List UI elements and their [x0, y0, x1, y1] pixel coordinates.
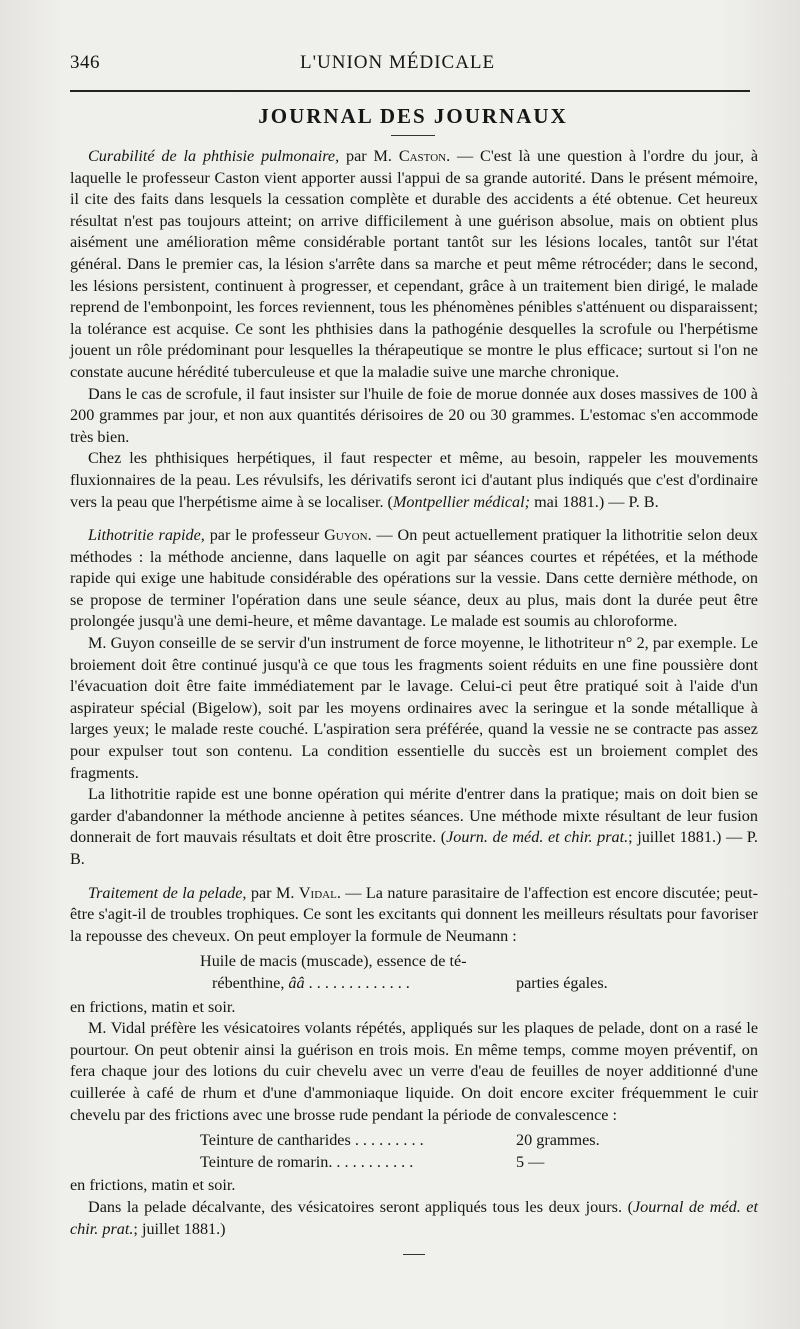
body-text [70, 146, 758, 1255]
article-paragraph: Dans le cas de scrofule, il faut insister sur l'huile de foie de morue donnée aux doses massives de 100 à 200 grammes par jour, et non aux quantités dérisoires de 20 ou 30 grammes. L'estomac s'en accommode très bien. [70, 384, 758, 446]
formula-ingredient: rébenthine, ââ . . . . . . . . . . . . . [212, 973, 410, 992]
article-pelade [70, 883, 758, 1241]
article-paragraph: Dans la pelade décalvante, des vésicatoires seront appliqués tous les deux jours. (Journal de méd. et chir. prat.; juillet 1881.) [70, 1197, 758, 1238]
article-title: Traitement de la pelade, [88, 883, 247, 902]
article-paragraph: La lithotritie rapide est une bonne opération qui mérite d'entrer dans la pratique; mais on doit bien se garder d'abandonner la méthode ancienne à petites séances. Une méthode mixte résultant de leur fusion donnerait de fort mauvais résultats et doit être proscrite. (Journ. de méd. et chir. prat.; juillet 1881.) — P. B. [70, 785, 758, 868]
title-rule [391, 135, 435, 136]
formula-ingredient: Teinture de romarin. . . . . . . . . . . [200, 1152, 414, 1171]
source-citation: Montpellier médical; [392, 492, 531, 511]
source-citation: Journ. de méd. et chir. prat. [446, 828, 629, 847]
article-author: Vidal [298, 883, 337, 902]
header-rule [70, 90, 750, 92]
source-citation: Journal de méd. et chir. prat. [70, 1197, 758, 1238]
formula-ingredient: Teinture de cantharides . . . . . . . . . [200, 1131, 424, 1150]
article-author: Guyon [324, 526, 368, 545]
article-title: Lithotritie rapide, [88, 526, 205, 545]
formula-quantity: 5 — [516, 1152, 545, 1171]
article-paragraph: Lithotritie rapide, par le professeur Guyon. — On peut actuellement pratiquer la lithotritie selon deux méthodes : la méthode ancienne, dans laquelle on agit par séances courtes et répétées, et la méthode rapide qui exige une habitude considérable des opérations sur la vessie. Dans cette dernière méthode, on se propose de terminer l'opération dans une seule séance, deux au plus, mais dont la durée peut être prolongée jusqu'à une demi-heure, et même davantage. Le malade est soumis au chloroforme. [70, 526, 758, 631]
prescription-formula [200, 951, 758, 994]
article-phthisie [70, 146, 758, 513]
article-lithotritie [70, 525, 758, 871]
running-head [70, 52, 756, 82]
end-rule [403, 1254, 425, 1255]
formula-quantity: 20 grammes. [516, 1131, 600, 1150]
formula-quantity: parties égales. [516, 973, 608, 992]
article-paragraph: en frictions, matin et soir. [70, 1176, 236, 1195]
page-number: 346 [70, 52, 100, 73]
article-paragraph: Traitement de la pelade, par M. Vidal. — La nature parasitaire de l'affection est encore discutée; peut-être s'agit-il de troubles trophiques. Ce sont les excitants qui donnent les meilleurs résultats pour favoriser la repousse des cheveux. On peut employer la formule de Neumann : [70, 883, 759, 945]
section-title: JOURNAL DES JOURNAUX [258, 104, 568, 128]
formula-ingredient: Huile de macis (muscade), essence de té- [200, 952, 467, 971]
article-title: Curabilité de la phthisie pulmonaire, [88, 147, 340, 165]
article-paragraph: M. Guyon conseille de se servir d'un instrument de force moyenne, le lithotriteur n° 2, par exemple. Le broiement doit être continué jusqu'à ce que tous les fragments soient réduits en une fine poussière dont l'évacuation doit être faite immédiatement par le lavage. Celui-ci peut être pratiqué soit à l'aide d'un aspirateur spécial (Bigelow), soit par les moyens ordinaires avec la seringue et la sonde métallique à larges yeux; le malade reste couché. L'aspiration sera préférée, quand la vessie ne se contracte pas assez pour expulser tout son contenu. La condition essentielle du succès est un broiement complet des fragments. [70, 634, 758, 782]
article-paragraph: en frictions, matin et soir. [70, 997, 236, 1016]
article-author: Caston [398, 147, 447, 165]
prescription-formula [200, 1130, 758, 1173]
article-paragraph: Chez les phthisiques herpétiques, il faut respecter et même, au besoin, rappeler les mouvements fluxionnaires de la peau. Les révulsifs, les dérivatifs seront ici d'autant plus indiqués que c'est d'ordinaire vers la peau que l'herpétisme aime à se localiser. (Montpellier médical; mai 1881.) — P. B. [70, 449, 758, 511]
article-paragraph: M. Vidal préfère les vésicatoires volants répétés, appliqués sur les plaques de pelade, dont on a rasé le pourtour. On peut obtenir ainsi la guérison en trois mois. En même temps, comme moyen préventif, on fera chaque jour des lotions du cuir chevelu avec un verre d'eau de feuilles de noyer additionné d'une cuillerée à café de rhum et d'une d'ammoniaque liquide. On doit encore exciter fréquemment le cuir chevelu par des frictions avec une brosse rude pendant la période de convalescence : [70, 1019, 758, 1124]
journal-name: L'UNION MÉDICALE [300, 52, 496, 73]
article-paragraph: Curabilité de la phthisie pulmonaire, par M. Caston. — C'est là une question à l'ordre du jour, à laquelle le professeur Caston vient apporter aussi l'appui de sa grande autorité. Dans le présent mémoire, il cite des faits dans lesquels la cessation complète et durable des accidents a été obtenue. Cet heureux résultat n'est pas toujours atteint; on arrive difficilement à une guérison absolue, mais on obtient plus aisément une amélioration même considérable portant tantôt sur les lésions locales, tantôt sur l'état général. Dans le premier cas, la lésion s'arrête dans sa marche et peut même rétrocéder; dans le second, les lésions persistent, continuent à progresser, et cependant, grâce à un traitement bien dirigé, le malade reprend de l'embonpoint, les forces reviennent, tous les phénomènes pénibles s'atténuent ou disparaissent; la tolérance est acquise. Ce sont les phthisies dans la pathogénie desquelles la scrofule ou l'herpétisme jouent un rôle prédominant pour lesquelles la thérapeutique se montre le plus efficace; surtout si l'on ne constate aucune hérédité tuberculeuse et que la maladie suive une marche chronique. [70, 147, 759, 381]
